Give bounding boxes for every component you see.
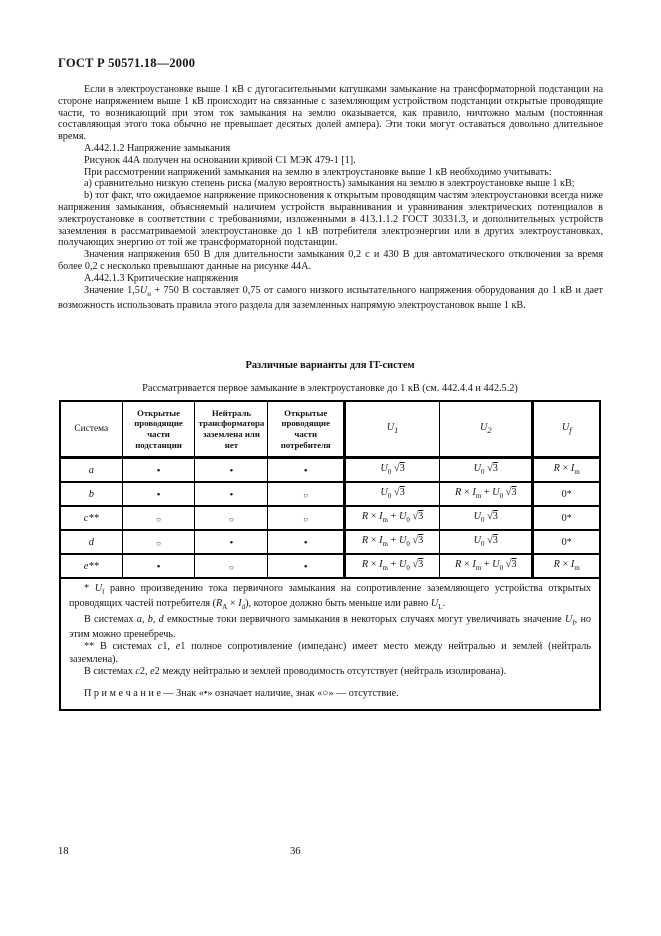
presence-dot: ○ bbox=[156, 539, 161, 548]
presence-consumer bbox=[268, 530, 345, 554]
u2-value: $U_0$ √3 bbox=[440, 458, 533, 483]
uf-value: $R \times I_m$ bbox=[533, 458, 600, 483]
presence-neutral bbox=[195, 458, 268, 483]
col-header-substation-parts: Открытые проводящие части подстанции bbox=[122, 401, 195, 458]
presence-dot: • bbox=[303, 465, 308, 477]
table-row-b bbox=[60, 482, 600, 506]
system-label: a bbox=[60, 458, 122, 483]
table-subtitle: Рассматривается первое замыкание в электроустановке до 1 кВ (см. 442.4.4 и 442.5.2) bbox=[142, 383, 518, 394]
system-label: d bbox=[60, 530, 122, 554]
paragraph: Если в электроустановке выше 1 кВ с дугогасительными катушками замыкание на трансформаторной подстанции на стороне напряжением выше 1 кВ происходит на связанные с заземляющим устройством подстанции открытые проводящие части, то возникающий при этом ток замыкания на землю оказывается, как правило, ничтожно малым (постоянная составляющая этого тока обычно не превышает десятых долей ампера). Эти токи могут оставаться довольно длительное время. bbox=[58, 84, 603, 143]
u1-value: $R \times I_m + U_0$ √3 bbox=[345, 530, 440, 554]
presence-substation bbox=[122, 458, 195, 483]
presence-dot: ○ bbox=[156, 515, 161, 524]
clause-heading: А.442.1.3 Критические напряжения bbox=[84, 272, 239, 284]
presence-dot: • bbox=[229, 537, 234, 549]
table-title: Различные варианты для IT-систем bbox=[245, 360, 415, 371]
list-item-b: b) тот факт, что ожидаемое напряжение прикосновения к открытым проводящим частям электроустановки всегда ниже напряжения замыкания, объясняемый наличием устройств выравнивания и уравнивания электрических потенциалов в электроустановке в соответствии с требованиями, изложенными в 413.1.1.2 ГОСТ 30331.3, и дополнительных устройств заземления в рассматриваемой электроустановке до 1 кВ потребителя электроэнергии или в других электроустановках, получающих энергию от той же трансформаторной подстанции. bbox=[58, 190, 603, 249]
presence-dot: ○ bbox=[303, 491, 309, 500]
table-row-d bbox=[60, 530, 600, 554]
presence-dot: ○ bbox=[303, 515, 309, 524]
presence-dot: • bbox=[303, 561, 308, 573]
uf-value: $R \times I_m$ bbox=[533, 554, 600, 578]
it-systems-table-block bbox=[59, 360, 601, 711]
page-number-center: 36 bbox=[290, 846, 301, 857]
presence-consumer bbox=[268, 458, 345, 483]
presence-consumer bbox=[268, 554, 345, 578]
table-row-a bbox=[60, 458, 600, 483]
presence-consumer bbox=[268, 506, 345, 530]
paragraph: Значения напряжения 650 В для длительности замыкания 0,2 с и 430 В для автоматического отключения за время более 0,2 с несколько превышают данные на рисунке 44А. bbox=[58, 249, 603, 272]
col-header-u2: $U_2$ bbox=[440, 401, 533, 458]
col-header-consumer-parts: Открытые проводящие части потребителя bbox=[268, 401, 345, 458]
body-text bbox=[58, 84, 603, 312]
presence-dot: • bbox=[156, 561, 161, 573]
u1-value: $U_0$ √3 bbox=[345, 482, 440, 506]
footnote-3: ** В системах c1, e1 полное сопротивление (импеданс) имеет место между нейтралью и землей (нейтраль заземлена). bbox=[69, 641, 591, 665]
table-row-c bbox=[60, 506, 600, 530]
uf-value: 0* bbox=[533, 506, 600, 530]
document-number-header: ГОСТ Р 50571.18—2000 bbox=[58, 56, 196, 70]
system-label: c** bbox=[60, 506, 122, 530]
system-label: b bbox=[60, 482, 122, 506]
u2-value: $R \times I_m + U_0$ √3 bbox=[440, 482, 533, 506]
u2-value: $U_0$ √3 bbox=[440, 506, 533, 530]
footnote-1: * $U_f$ равно произведению тока первичного замыкания на сопротивление заземляющего устройства открытых проводящих частей потребителя $(R_A \times I_d)$, которое должно быть меньше или равно $U_L$. bbox=[69, 583, 592, 612]
u1-value: $R \times I_m + U_0$ √3 bbox=[345, 554, 440, 578]
presence-neutral bbox=[195, 554, 268, 578]
col-header-uf: $U_f$ bbox=[533, 401, 600, 458]
paragraph: Значение $1,5U_н + 750$ В составляет 0,75 от самого низкого испытательного напряжения оборудования до 1 кВ и дает возможность использовать правила этого раздела для заземленных напрямую электроустановок выше 1 кВ. bbox=[58, 284, 603, 312]
paragraph: Рисунок 44А получен на основании кривой С1 МЭК 479-1 [1]. bbox=[84, 154, 356, 166]
u2-value: $U_0$ √3 bbox=[440, 530, 533, 554]
list-item-a: а) сравнительно низкую степень риска (малую вероятность) замыкания на землю в электроустановке выше 1 кВ; bbox=[84, 178, 575, 190]
presence-dot: • bbox=[156, 489, 161, 501]
presence-substation bbox=[122, 506, 195, 530]
presence-consumer bbox=[268, 482, 345, 506]
presence-substation bbox=[122, 554, 195, 578]
presence-neutral bbox=[195, 482, 268, 506]
table-note: П р и м е ч а н и е — Знак «•» означает наличие, знак «○» — отсутствие. bbox=[84, 688, 399, 700]
presence-dot: ○ bbox=[229, 563, 234, 572]
footnote-2: В системах a, b, d емкостные токи первичного замыкания в некоторых случаях могут увеличивать значение $U_f$, но этим можно пренебречь. bbox=[69, 613, 592, 640]
system-label: e** bbox=[60, 554, 122, 578]
presence-dot: • bbox=[156, 465, 161, 477]
header-row bbox=[60, 401, 600, 458]
presence-substation bbox=[122, 482, 195, 506]
table-row-e bbox=[60, 554, 600, 578]
col-header-u1: $U_1$ bbox=[345, 401, 440, 458]
u2-value: $R \times I_m + U_0$ √3 bbox=[440, 554, 533, 578]
col-header-neutral: Нейтраль трансформатора заземлена или нет bbox=[195, 401, 268, 458]
footnote-row bbox=[60, 578, 600, 710]
u1-value: $U_0$ √3 bbox=[345, 458, 440, 483]
u1-value: $R \times I_m + U_0$ √3 bbox=[345, 506, 440, 530]
footnote-4: В системах c2, e2 между нейтралью и землей проводимость отсутствует (нейтраль изолирована). bbox=[84, 665, 507, 677]
col-header-system: Система bbox=[60, 401, 122, 458]
presence-dot: • bbox=[303, 537, 308, 549]
presence-dot: ○ bbox=[229, 515, 234, 524]
presence-dot: • bbox=[229, 489, 234, 501]
table-footnotes bbox=[60, 578, 600, 710]
uf-value: 0* bbox=[533, 530, 600, 554]
paragraph: При рассмотрении напряжений замыкания на землю в электроустановке выше 1 кВ необходимо учитывать: bbox=[84, 166, 552, 178]
presence-neutral bbox=[195, 530, 268, 554]
presence-neutral bbox=[195, 506, 268, 530]
presence-dot: • bbox=[229, 465, 234, 477]
presence-substation bbox=[122, 530, 195, 554]
clause-heading: А.442.1.2 Напряжение замыкания bbox=[84, 142, 231, 154]
it-systems-table bbox=[59, 400, 601, 711]
page-number-left: 18 bbox=[58, 846, 69, 857]
uf-value: 0* bbox=[533, 482, 600, 506]
